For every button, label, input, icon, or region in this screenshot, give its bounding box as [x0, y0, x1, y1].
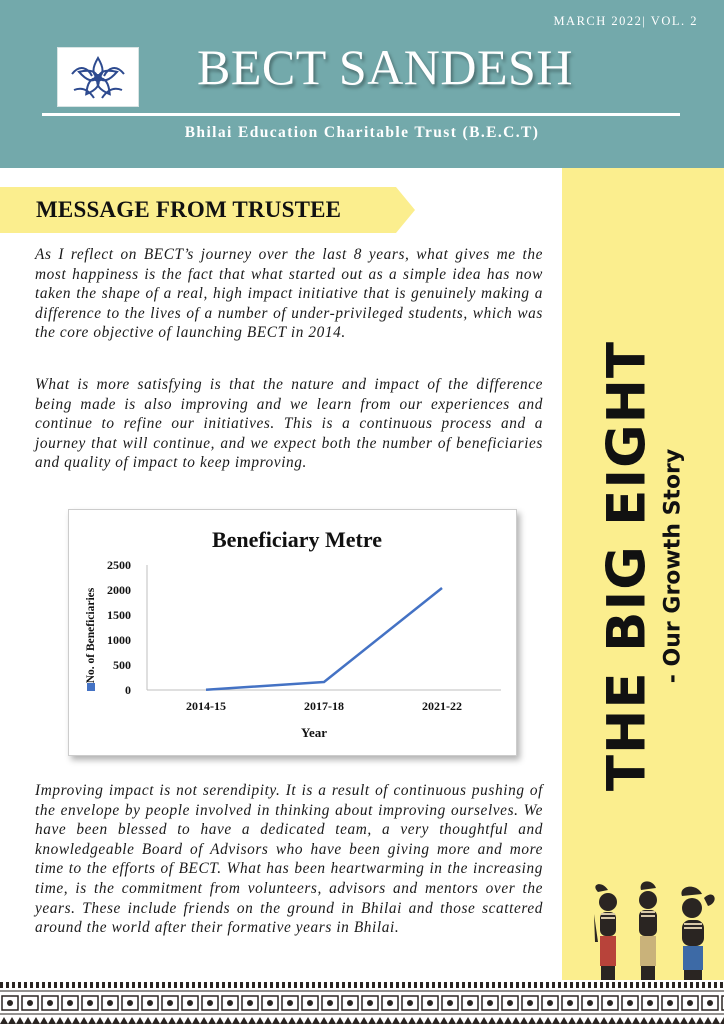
- beneficiary-chart: [68, 509, 517, 756]
- footer-border: [0, 980, 724, 1024]
- legend-marker: [87, 683, 95, 691]
- section-heading: MESSAGE FROM TRUSTEE: [36, 197, 342, 222]
- y-tick-label-5: 2500: [107, 558, 131, 572]
- footer-pattern: [0, 980, 724, 1024]
- chart-canvas: [69, 510, 516, 755]
- x-tick-label-2: 2021-22: [422, 699, 462, 713]
- x-tick-label-1: 2017-18: [304, 699, 344, 713]
- y-tick-label-0: 0: [125, 683, 131, 697]
- header-divider: [42, 113, 680, 116]
- tribal-figures-illustration: [586, 880, 722, 980]
- y-tick-label-1: 500: [113, 658, 131, 672]
- masthead: [0, 0, 724, 168]
- section-banner: [0, 187, 415, 233]
- paragraph-3: Improving impact is not serendipity. It is a result of continuous pushing of the envelope by people involved in thinking about improving ourselves. We have been blessed to have a dedicated team, a very thoughtful and knowledgeable Board of Advisors who have been giving more and more time to the efforts of BECT. What has been heartwarming in the increasing time, is the commitment from volunteers, advisors and mentors over the years. These include friends on the ground in Bhilai and those scattered around the world after their formative years in Bhilai.: [35, 782, 543, 937]
- newsletter-title: BECT SANDESH: [197, 39, 573, 95]
- logo-graphic: [58, 48, 138, 106]
- paragraph-1: As I reflect on BECT’s journey over the last 8 years, what gives me the most happiness is the fact that what started out as a simple idea has now taken the shape of a real, high impact initiative that is genuinely making a difference to the lives of a number of under-privileged students, which was the core objective of launching BECT in 2014.: [35, 246, 543, 342]
- x-tick-label-0: 2014-15: [186, 699, 226, 713]
- lotus-logo-icon: [57, 47, 139, 107]
- y-tick-label-2: 1000: [107, 633, 131, 647]
- chart-title: Beneficiary Metre: [211, 527, 383, 552]
- y-tick-label-3: 1500: [107, 608, 131, 622]
- issue-date: MARCH 2022| VOL. 2: [553, 14, 698, 28]
- y-tick-label-4: 2000: [107, 583, 131, 597]
- newsletter-subtitle: Bhilai Education Charitable Trust (B.E.C.T): [184, 124, 540, 141]
- series-line-0: [206, 588, 442, 690]
- x-axis-label: Year: [301, 725, 327, 740]
- sidebar-subtitle: - Our Growth Story: [660, 448, 686, 684]
- sidebar-title: THE BIG EIGHT: [596, 340, 658, 792]
- y-axis-label: No. of Beneficiaries: [85, 587, 97, 684]
- paragraph-2: What is more satisfying is that the nature and impact of the difference being made is also improving and we learn from our experiences and continue to refine our initiatives. This is a continuous process and a journey that will continue, and we expect both the number of beneficiaries and quality of impact to keep improving.: [35, 376, 543, 472]
